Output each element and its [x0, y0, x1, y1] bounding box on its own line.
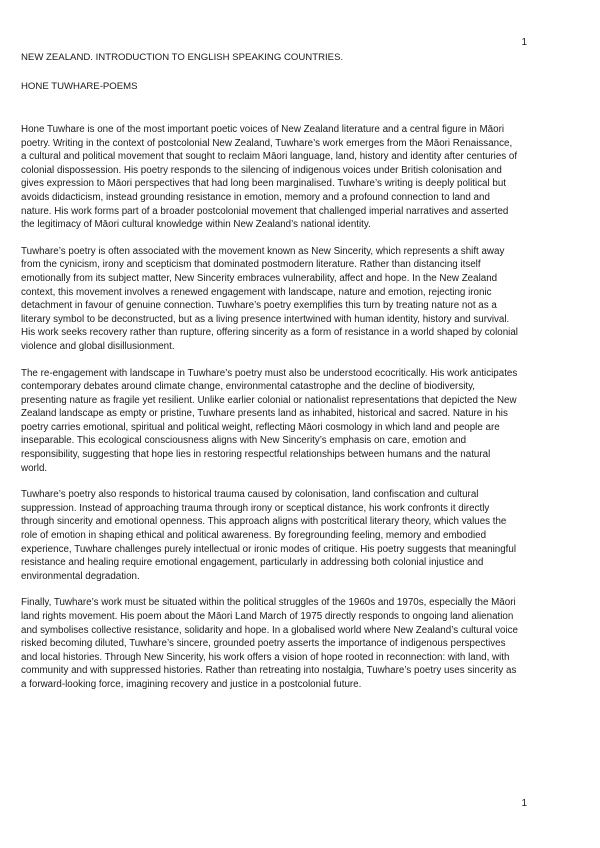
topic-heading: HONE TUWHARE-POEMS — [21, 81, 138, 92]
essay-body — [21, 123, 519, 705]
paragraph-1: Hone Tuwhare is one of the most important poetic voices of New Zealand literature and a central figure in Māori poetry. Writing in the context of postcolonial New Zealand, Tuwhare’s work emerges from the Māori Renaissance, a cultural and political movement that sought to reclaim Māori language, land, history and identity after centuries of colonial dispossession. His poetry responds to the silencing of indigenous voices under British colonisation and gives expression to Māori perspectives that had long been marginalised. Tuwhare’s writing is deeply political but avoids didacticism, instead grounding resistance in emotion, memory and a profound connection to land and nature. His work forms part of a broader postcolonial movement that challenged imperial narratives and asserted the legitimacy of Māori cultural knowledge within New Zealand’s national identity. — [21, 124, 518, 231]
paragraph-3: The re-engagement with landscape in Tuwhare’s poetry must also be understood ecocritically. His work anticipates contemporary debates around climate change, environmental catastrophe and the decline of biodiversity, presenting nature as fragile yet resilient. Unlike earlier colonial or nationalist representations that depicted the New Zealand landscape as empty or pristine, Tuwhare presents land as inhabited, historical and sacred. Nature in his poetry carries emotional, spiritual and political weight, reflecting Māori cosmology in which land and people are inseparable. This ecological consciousness aligns with New Sincerity’s emphasis on care, emotion and responsibility, suggesting that hope lies in restoring respectful relationships between humans and the natural world. — [21, 367, 518, 474]
page-number-top: 1 — [521, 37, 527, 48]
course-heading: NEW ZEALAND. INTRODUCTION TO ENGLISH SPEAKING COUNTRIES. — [21, 52, 344, 63]
paragraph-4: Tuwhare’s poetry also responds to historical trauma caused by colonisation, land confiscation and cultural suppression. Instead of approaching trauma through irony or sceptical distance, his work confronts it directly through sincerity and emotional openness. This approach aligns with postcritical literary theory, which values the role of emotion in shaping ethical and political awareness. By foregrounding feeling, memory and embodied experience, Tuwhare challenges purely intellectual or ironic modes of critique. His poetry suggests that meaningful resistance and healing require emotional engagement, particularly in addressing both colonial injustice and environmental degradation. — [21, 489, 517, 582]
page-number-bottom: 1 — [521, 798, 527, 809]
paragraph-5: Finally, Tuwhare’s work must be situated within the political struggles of the 1960s and 1970s, especially the Māori land rights movement. His poem about the Māori Land March of 1975 directly responds to ongoing land alienation and symbolises collective resistance, solidarity and hope. In a globalised world where New Zealand’s cultural voice risked becoming diluted, Tuwhare’s sincere, grounded poetry asserts the importance of indigenous perspectives and local histories. Through New Sincerity, his work offers a vision of hope rooted in reconnection: with land, with community and with suppressed histories. Rather than retreating into nostalgia, Tuwhare’s poetry uses sincerity as a forward-looking force, imagining recovery and justice in a postcolonial future. — [21, 597, 518, 690]
paragraph-2: Tuwhare’s poetry is often associated with the movement known as New Sincerity, which represents a shift away from the cynicism, irony and scepticism that dominated postmodern literature. Rather than distancing itself emotionally from its subject matter, New Sincerity embraces vulnerability, affect and hope. In the New Zealand context, this movement involves a renewed engagement with landscape, nature and emotion, rejecting ironic detachment in favour of genuine connection. Tuwhare’s poetry exemplifies this turn by treating nature not as a literary symbol to be deconstructed, but as a living presence intertwined with human identity, history and survival. His work seeks recovery rather than rupture, offering sincerity as a form of resistance in a world shaped by colonial violence and global disillusionment. — [21, 245, 518, 352]
